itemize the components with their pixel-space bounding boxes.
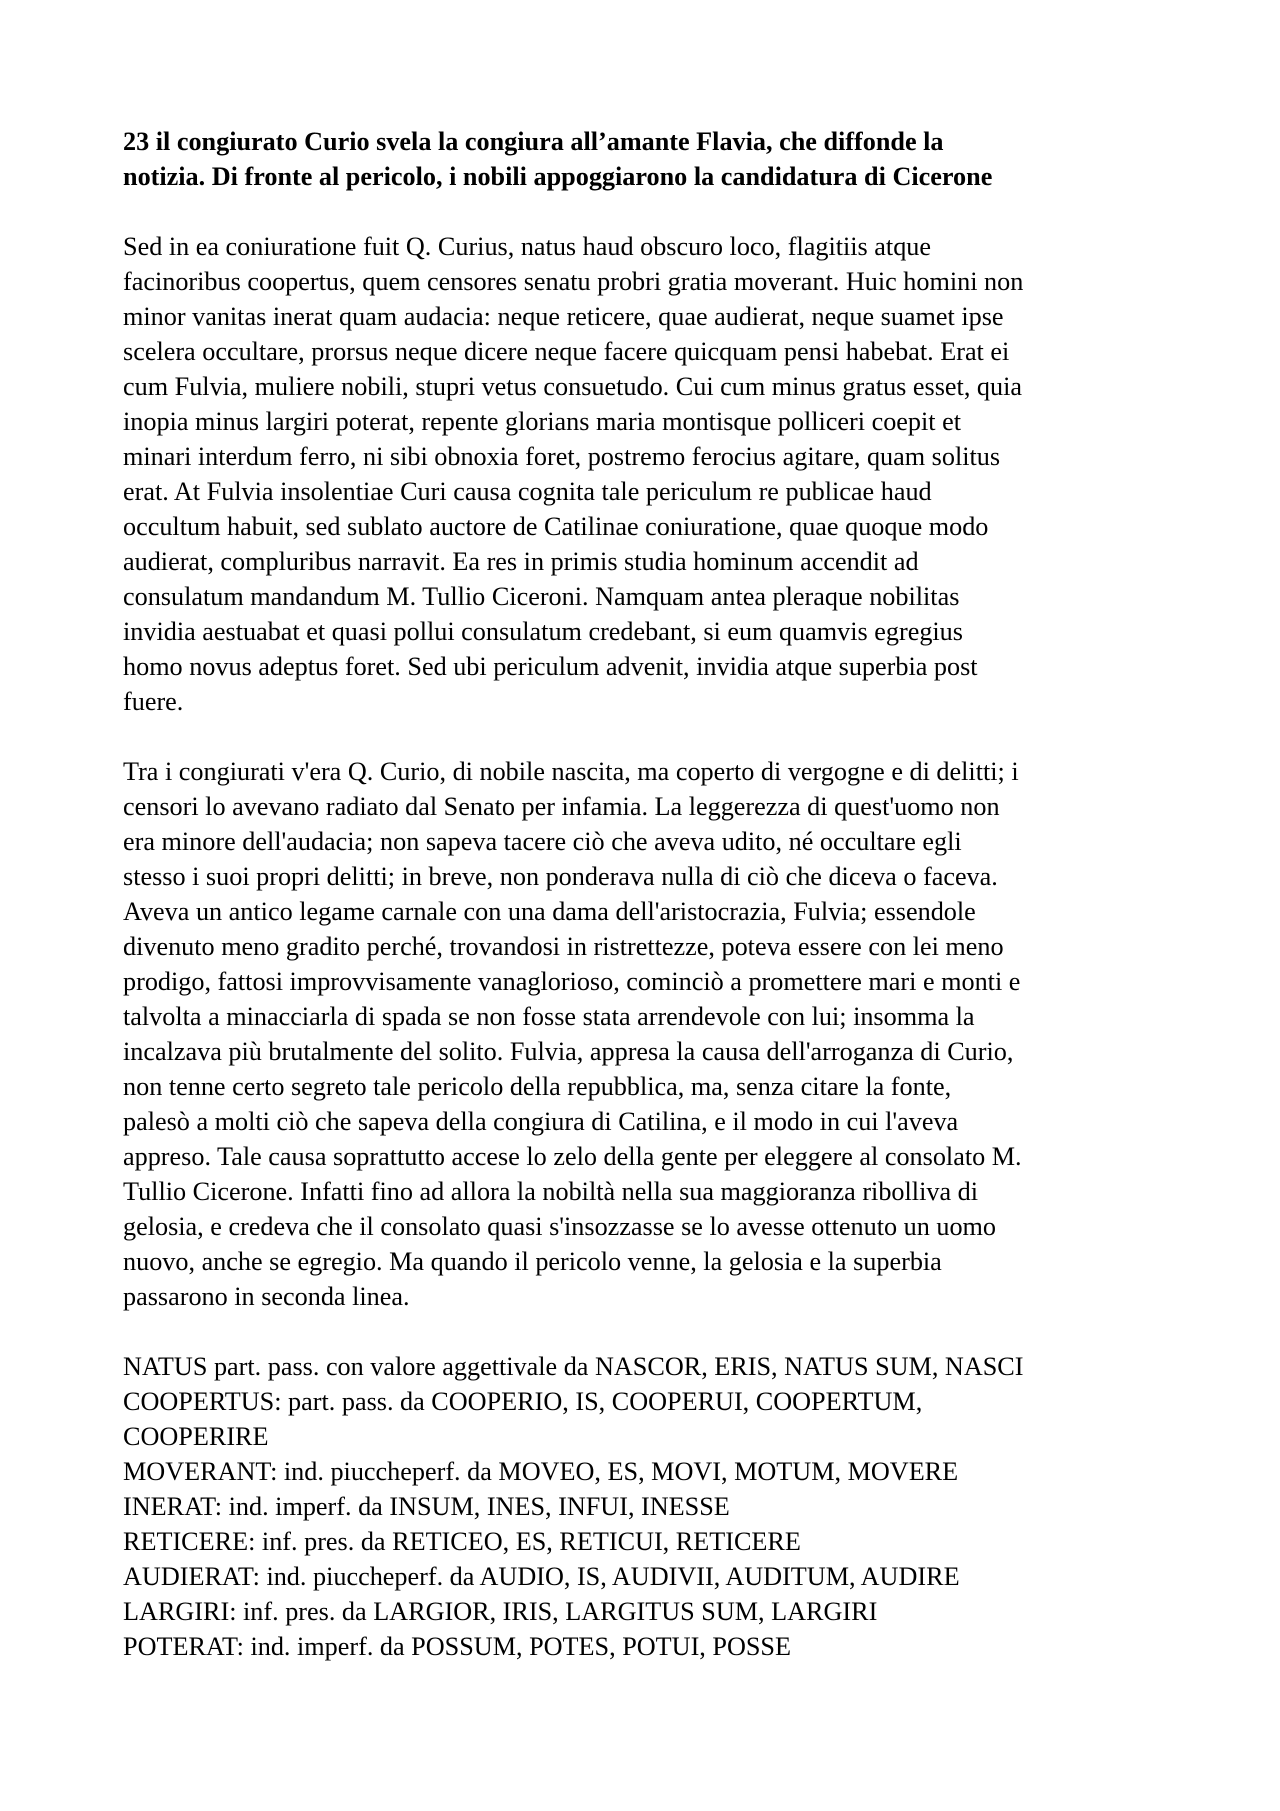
latin-line: consulatum mandandum M. Tullio Ciceroni. Namquam antea pleraque nobilitas <box>123 582 960 611</box>
latin-line: cum Fulvia, muliere nobili, stupri vetus consuetudo. Cui cum minus gratus esset, quia <box>123 372 1022 401</box>
grammar-line: NATUS part. pass. con valore aggettivale da NASCOR, ERIS, NATUS SUM, NASCI <box>123 1352 1024 1381</box>
grammar-line: INERAT: ind. imperf. da INSUM, INES, INFUI, INESSE <box>123 1492 730 1521</box>
italian-line: censori lo avevano radiato dal Senato per infamia. La leggerezza di quest'uomo non <box>123 792 1000 821</box>
latin-line: Sed in ea coniuratione fuit Q. Curius, natus haud obscuro loco, flagitiis atque <box>123 232 932 261</box>
latin-line: homo novus adeptus foret. Sed ubi periculum advenit, invidia atque superbia post <box>123 652 978 681</box>
latin-line: minari interdum ferro, ni sibi obnoxia foret, postremo ferocius agitare, quam solitus <box>123 442 1001 471</box>
document-title <box>123 124 1173 194</box>
grammar-line: LARGIRI: inf. pres. da LARGIOR, IRIS, LARGITUS SUM, LARGIRI <box>123 1597 878 1626</box>
italian-line: Tullio Cicerone. Infatti fino ad allora la nobiltà nella sua maggioranza ribolliva di <box>123 1177 978 1206</box>
italian-line: passarono in seconda linea. <box>123 1282 410 1311</box>
latin-line: scelera occultare, prorsus neque dicere neque facere quicquam pensi habebat. Erat ei <box>123 337 1010 366</box>
italian-line: gelosia, e credeva che il consolato quasi s'insozzasse se lo avesse ottenuto un uomo <box>123 1212 997 1241</box>
italian-line: appreso. Tale causa soprattutto accese lo zelo della gente per eleggere al consolato M. <box>123 1142 1022 1171</box>
italian-line: palesò a molti ciò che sapeva della congiura di Catilina, e il modo in cui l'aveva <box>123 1107 959 1136</box>
grammar-line: COOPERIRE <box>123 1422 269 1451</box>
grammar-line: POTERAT: ind. imperf. da POSSUM, POTES, POTUI, POSSE <box>123 1632 791 1661</box>
document-page <box>123 124 1173 1664</box>
italian-line: era minore dell'audacia; non sapeva tacere ciò che aveva udito, né occultare egli <box>123 827 962 856</box>
grammar-line: AUDIERAT: ind. piuccheperf. da AUDIO, IS, AUDIVII, AUDITUM, AUDIRE <box>123 1562 960 1591</box>
title-line: notizia. Di fronte al pericolo, i nobili appoggiarono la candidatura di Cicerone <box>123 162 993 191</box>
italian-line: Tra i congiurati v'era Q. Curio, di nobile nascita, ma coperto di vergogne e di delitti; i <box>123 757 1019 786</box>
italian-line: talvolta a minacciarla di spada se non fosse stata arrendevole con lui; insomma la <box>123 1002 975 1031</box>
italian-line: nuovo, anche se egregio. Ma quando il pericolo venne, la gelosia e la superbia <box>123 1247 942 1276</box>
title-line: 23 il congiurato Curio svela la congiura all’amante Flavia, che diffonde la <box>123 127 944 156</box>
italian-line: stesso i suoi propri delitti; in breve, non ponderava nulla di ciò che diceva o faceva. <box>123 862 998 891</box>
italian-line: divenuto meno gradito perché, trovandosi in ristrettezze, poteva essere con lei meno <box>123 932 1004 961</box>
grammar-notes <box>123 1349 1173 1664</box>
italian-line: Aveva un antico legame carnale con una dama dell'aristocrazia, Fulvia; essendole <box>123 897 976 926</box>
latin-line: audierat, compluribus narravit. Ea res in primis studia hominum accendit ad <box>123 547 919 576</box>
latin-line: occultum habuit, sed sublato auctore de Catilinae coniuratione, quae quoque modo <box>123 512 989 541</box>
latin-line: inopia minus largiri poterat, repente glorians maria montisque polliceri coepit et <box>123 407 961 436</box>
latin-line: facinoribus coopertus, quem censores senatu probri gratia moverant. Huic homini non <box>123 267 1024 296</box>
latin-text <box>123 229 1173 719</box>
grammar-line: COOPERTUS: part. pass. da COOPERIO, IS, COOPERUI, COOPERTUM, <box>123 1387 923 1416</box>
latin-line: erat. At Fulvia insolentiae Curi causa cognita tale periculum re publicae haud <box>123 477 932 506</box>
latin-line: fuere. <box>123 687 184 716</box>
latin-line: invidia aestuabat et quasi pollui consulatum credebant, si eum quamvis egregius <box>123 617 963 646</box>
grammar-line: RETICERE: inf. pres. da RETICEO, ES, RETICUI, RETICERE <box>123 1527 801 1556</box>
italian-line: prodigo, fattosi improvvisamente vanaglorioso, cominciò a promettere mari e monti e <box>123 967 1021 996</box>
italian-line: non tenne certo segreto tale pericolo della repubblica, ma, senza citare la fonte, <box>123 1072 952 1101</box>
italian-line: incalzava più brutalmente del solito. Fulvia, appresa la causa dell'arroganza di Curio, <box>123 1037 1014 1066</box>
latin-line: minor vanitas inerat quam audacia: neque reticere, quae audierat, neque suamet ipse <box>123 302 1004 331</box>
italian-translation <box>123 754 1173 1314</box>
grammar-line: MOVERANT: ind. piuccheperf. da MOVEO, ES, MOVI, MOTUM, MOVERE <box>123 1457 959 1486</box>
